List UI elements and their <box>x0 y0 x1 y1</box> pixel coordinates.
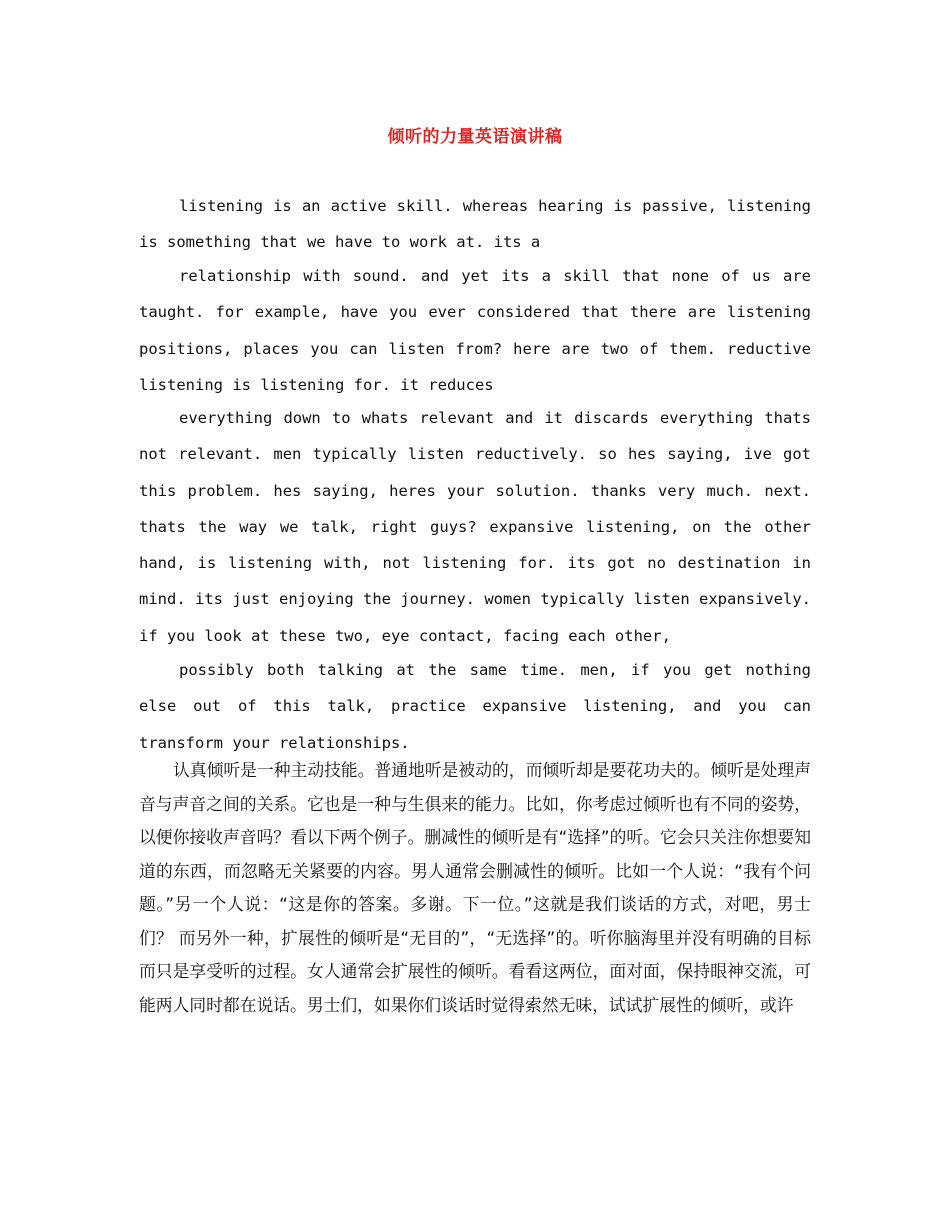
english-paragraph-1: listening is an active skill. whereas hearing is passive, listening is something that we have to work at. its a <box>139 197 811 252</box>
english-paragraph-3: everything down to whats relevant and it discards everything thats not relevant. men typically listen reductively. so hes saying, ive got this problem. hes saying, heres your solution. thanks very much. next. thats the way we talk, right guys? expansive listening, on the other hand, is listening with, not listening for. its got no destination in mind. its just enjoying the journey. women typically listen expansively. if you look at these two, eye contact, facing each other, <box>139 409 811 645</box>
document-title: 倾听的力量英语演讲稿 <box>387 127 563 147</box>
chinese-translation-paragraph: 认真倾听是一种主动技能。普通地听是被动的，而倾听却是要花功夫的。倾听是处理声音与声音之间的关系。它也是一种与生俱来的能力。比如，你考虑过倾听也有不同的姿势，以便你接收声音吗？看以下两个例子。删减性的倾听是有“选择”的听。它会只关注你想要知道的东西，而忽略无关紧要的内容。男人通常会删减性的倾听。比如一个人说：“我有个问题。”另一个人说：“这是你的答案。多谢。下一位。”这就是我们谈话的方式，对吧，男士们？ 而另外一种，扩展性的倾听是“无目的”，“无选择”的。听你脑海里并没有明确的目标而只是享受听的过程。女人通常会扩展性的倾听。看看这两位，面对面，保持眼神交流，可能两人同时都在说话。男士们，如果你们谈话时觉得索然无味，试试扩展性的倾听，或许 <box>139 760 811 1015</box>
english-paragraph-4: possibly both talking at the same time. men, if you get nothing else out of this talk, practice expansive listening, and you can transform your relationships. <box>139 661 811 752</box>
english-paragraph-2: relationship with sound. and yet its a skill that none of us are taught. for example, have you ever considered that there are listening positions, places you can listen from? here are two of them. reductive listening is listening for. it reduces <box>139 267 811 394</box>
